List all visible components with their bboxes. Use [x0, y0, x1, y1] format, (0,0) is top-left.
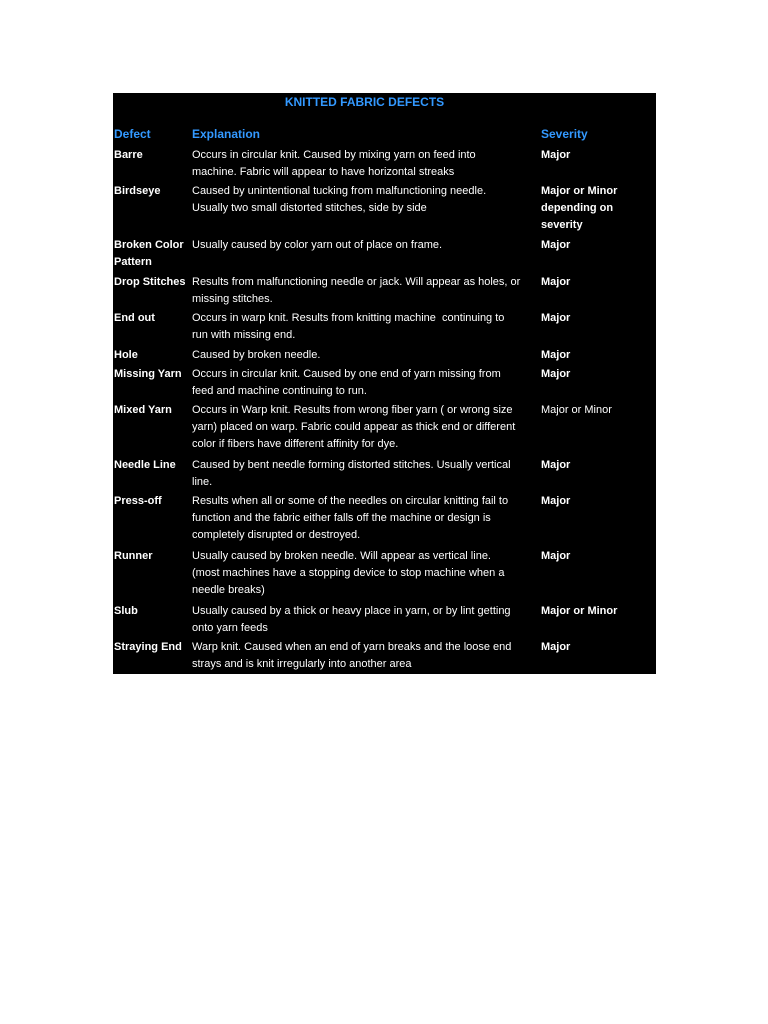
defect-name: Slub: [114, 605, 138, 617]
explanation-line: Occurs in circular knit. Caused by mixing yarn on feed into: [192, 149, 476, 161]
header-explanation: Explanation: [192, 127, 261, 141]
defect-explanation: [192, 147, 544, 181]
explanation-line: Occurs in circular knit. Caused by one end of yarn missing from: [192, 368, 501, 380]
header-severity: Severity: [541, 127, 588, 141]
defect-name-line: Broken Color: [114, 239, 184, 251]
defect-explanation: [192, 366, 544, 400]
severity-line: Major or Minor: [541, 605, 618, 617]
defect-severity: [541, 603, 653, 620]
explanation-line: missing stitches.: [192, 293, 273, 305]
explanation-line: machine. Fabric will appear to have horizontal streaks: [192, 166, 455, 178]
explanation-line: Occurs in warp knit. Results from knitting machine continuing to: [192, 312, 505, 324]
defect-explanation: [192, 310, 544, 344]
severity-line: severity: [541, 219, 583, 231]
defects-table: [113, 93, 656, 674]
defect-severity: [541, 347, 653, 364]
explanation-line: Caused by unintentional tucking from malfunctioning needle.: [192, 185, 487, 197]
defect-explanation: [192, 274, 544, 308]
defect-severity: [541, 310, 653, 327]
defect-name: Mixed Yarn: [114, 404, 172, 416]
explanation-line: Results from malfunctioning needle or jack. Will appear as holes, or: [192, 276, 521, 288]
defect-name: Drop Stitches: [114, 276, 186, 288]
explanation-line: yarn) placed on warp. Fabric could appear as thick end or different: [192, 421, 516, 433]
severity-line: depending on: [541, 202, 614, 214]
explanation-line: Usually caused by color yarn out of place on frame.: [192, 239, 443, 251]
explanation-line: Usually two small distorted stitches, side by side: [192, 202, 427, 214]
explanation-line: feed and machine continuing to run.: [192, 385, 367, 397]
severity-line: Major or Minor: [541, 185, 618, 197]
defect-explanation: [192, 237, 544, 254]
explanation-line: line.: [192, 476, 213, 488]
defect-severity: [541, 402, 653, 419]
explanation-line: Occurs in Warp knit. Results from wrong fiber yarn ( or wrong size: [192, 404, 513, 416]
severity-line: Major: [541, 368, 571, 380]
severity-line: Major: [541, 349, 571, 361]
defect-name: Press-off: [114, 495, 162, 507]
defect-name: Hole: [114, 349, 138, 361]
defect-severity: [541, 183, 653, 234]
defect-name: End out: [114, 312, 155, 324]
defect-severity: [541, 639, 653, 656]
explanation-line: needle breaks): [192, 584, 265, 596]
defect-severity: [541, 366, 653, 383]
explanation-line: Usually caused by broken needle. Will appear as vertical line.: [192, 550, 491, 562]
defect-name: Straying End: [114, 641, 182, 653]
defect-explanation: [192, 402, 544, 453]
defect-severity: [541, 457, 653, 474]
explanation-line: color if fibers have different affinity for dye.: [192, 438, 399, 450]
header-defect: Defect: [114, 127, 151, 141]
severity-line: Major or Minor: [541, 404, 612, 416]
defect-explanation: [192, 347, 544, 364]
explanation-line: run with missing end.: [192, 329, 296, 341]
defect-explanation: [192, 457, 544, 491]
defect-name: Birdseye: [114, 185, 161, 197]
explanation-line: strays and is knit irregularly into another area: [192, 658, 412, 670]
severity-line: Major: [541, 149, 571, 161]
defect-explanation: [192, 639, 544, 673]
table-title: KNITTED FABRIC DEFECTS: [284, 95, 445, 109]
explanation-line: onto yarn feeds: [192, 622, 268, 634]
explanation-line: Caused by broken needle.: [192, 349, 321, 361]
defect-severity: [541, 274, 653, 291]
explanation-line: function and the fabric either falls off the machine or design is: [192, 512, 491, 524]
defect-severity: [541, 237, 653, 254]
defect-name: Missing Yarn: [114, 368, 182, 380]
severity-line: Major: [541, 312, 571, 324]
defect-explanation: [192, 548, 544, 599]
severity-line: Major: [541, 641, 571, 653]
defect-name: Needle Line: [114, 459, 176, 471]
explanation-line: (most machines have a stopping device to stop machine when a: [192, 567, 505, 579]
defect-explanation: [192, 183, 544, 217]
explanation-line: completely disrupted or destroyed.: [192, 529, 361, 541]
explanation-line: Caused by bent needle forming distorted stitches. Usually vertical: [192, 459, 511, 471]
defect-name: Barre: [114, 149, 143, 161]
defect-severity: [541, 493, 653, 510]
severity-line: Major: [541, 276, 571, 288]
defect-severity: [541, 548, 653, 565]
defect-severity: [541, 147, 653, 164]
severity-line: Major: [541, 459, 571, 471]
explanation-line: Warp knit. Caused when an end of yarn breaks and the loose end: [192, 641, 512, 653]
defect-name: Runner: [114, 550, 153, 562]
explanation-line: Results when all or some of the needles on circular knitting fail to: [192, 495, 509, 507]
defect-explanation: [192, 603, 544, 637]
defect-name: [114, 237, 191, 271]
severity-line: Major: [541, 495, 571, 507]
explanation-line: Usually caused by a thick or heavy place in yarn, or by lint getting: [192, 605, 511, 617]
defect-name-line: Pattern: [114, 256, 152, 268]
severity-line: Major: [541, 550, 571, 562]
severity-line: Major: [541, 239, 571, 251]
defect-explanation: [192, 493, 544, 544]
